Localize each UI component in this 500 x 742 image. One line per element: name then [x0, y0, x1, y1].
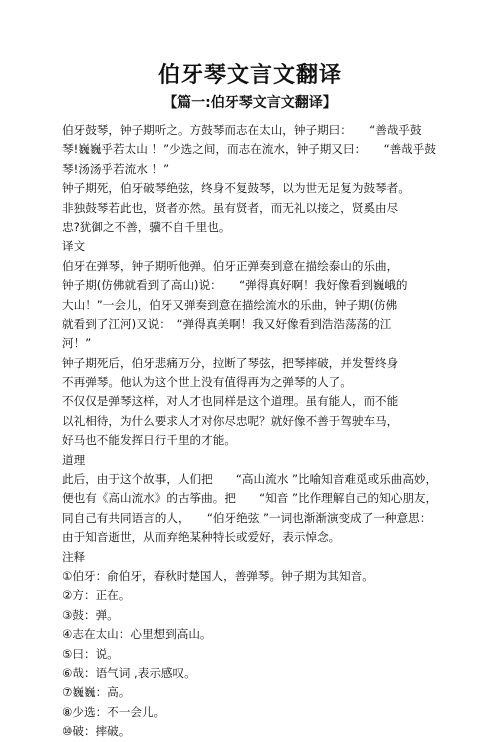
document-body [62, 121, 482, 742]
text-line: 钟子期死，伯牙破琴绝弦，终身不复鼓琴，以为世无足复为鼓琴者。 [62, 181, 410, 196]
text-line: 不仅仅是弹琴这样，对人才也同样是这个道理。虽有能人，而不能 [62, 394, 399, 409]
text-line: 大山！”一会儿，伯牙又弹奏到意在描绘流水的乐曲，钟子期(仿佛 [62, 297, 398, 312]
heading-translation: 译文 [62, 239, 86, 254]
text-line: 不再弹琴。他认为这个世上没有值得再为之弹琴的人了。 [62, 375, 352, 390]
text-line: ①伯牙：俞伯牙，春秋时楚国人，善弹琴。钟子期为其知音。 [62, 568, 374, 583]
text-line: 伯牙在弹琴，钟子期听他弹。伯牙正弹奏到意在描绘泰山的乐曲， [62, 258, 399, 273]
text-line: 琴!汤汤乎若流水 ！” [62, 161, 170, 176]
text-line: 钟子期(仿佛就看到了高山)说： “弹得真好啊！我好像看到巍峨的 [62, 278, 408, 293]
text-line: 便也有《高山流水》的古筝曲。把 “知音 ”比作理解自己的知心朋友， [62, 491, 438, 506]
text-line: ⑦巍巍：高。 [62, 685, 131, 700]
text-line: ⑥哉：语气词 ,表示感叹。 [62, 665, 196, 680]
text-line: 忠?犹御之不善，骥不自千里也。 [62, 219, 231, 234]
text-line: 钟子期死后，伯牙悲痛万分，拉断了琴弦，把琴摔破，并发誓终身 [62, 355, 399, 370]
text-line: 河！” [62, 336, 92, 351]
text-line: ④志在太山：心里想到高山。 [62, 627, 212, 642]
text-line: 伯牙鼓琴，钟子期听之。方鼓琴而志在太山，钟子期曰： “善哉乎鼓 [62, 123, 422, 137]
text-line: ⑧少选：不一会儿。 [62, 704, 166, 719]
page-title: 伯牙琴文言文翻译 [157, 63, 342, 88]
text-line: 好马也不能发挥日行千里的才能。 [62, 433, 236, 448]
text-line: ②方：正在。 [62, 588, 131, 603]
text-line: 同自己有共同语言的人， “伯牙绝弦 ”一词也渐渐演变成了一种意思： [62, 510, 432, 525]
text-line: 以礼相待，为什么要求人才对你尽忠呢？就好像不善于驾驶车马， [62, 413, 399, 428]
heading-lesson: 道理 [62, 452, 86, 467]
text-line: 非独鼓琴若此也，贤者亦然。虽有贤者，而无礼以接之，贤奚由尽 [62, 200, 399, 215]
text-line: 琴!巍巍乎若太山 ！”少选之间，而志在流水，钟子期又曰： “善哉乎鼓 [62, 142, 436, 157]
text-line: ⑤曰：说。 [62, 646, 119, 661]
heading-notes: 注释 [62, 549, 86, 564]
section-heading: 【篇一:伯牙琴文言文翻译】 [163, 95, 337, 111]
text-line: ⑩破：摔破。 [62, 724, 131, 739]
text-line: 由于知音逝世，从而弃绝某种特长或爱好，表示悼念。 [62, 530, 341, 545]
text-line: ③鼓：弹。 [62, 607, 119, 622]
text-line: 此后，由于这个故事，人们把 “高山流水 ”比喻知音难觅或乐曲高妙， [62, 472, 438, 487]
text-line: 就看到了江河)又说： “弹得真美啊！我又好像看到浩浩荡荡的江 [62, 316, 392, 331]
